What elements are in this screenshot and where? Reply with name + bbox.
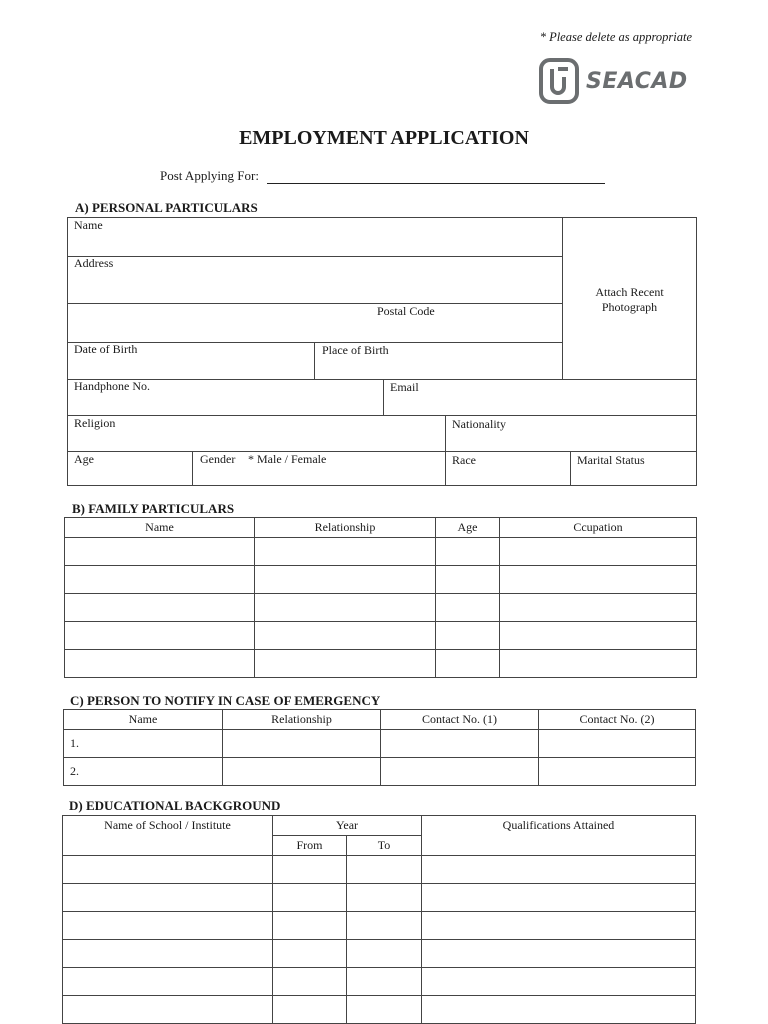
table-header-row bbox=[63, 816, 696, 836]
table-cell[interactable] bbox=[223, 758, 381, 786]
table-cell[interactable] bbox=[63, 912, 273, 940]
table-cell[interactable] bbox=[422, 940, 696, 968]
year-header: Year bbox=[273, 816, 422, 836]
table-cell[interactable] bbox=[255, 594, 436, 622]
family-particulars-table bbox=[64, 517, 697, 678]
table-header-row bbox=[64, 710, 696, 730]
table-row bbox=[63, 940, 696, 968]
section-a-heading: A) PERSONAL PARTICULARS bbox=[75, 200, 258, 215]
column-header: Ccupation bbox=[500, 518, 697, 538]
address-field[interactable] bbox=[67, 256, 563, 304]
table-row bbox=[63, 884, 696, 912]
religion-field[interactable] bbox=[67, 415, 446, 452]
column-header: Relationship bbox=[255, 518, 436, 538]
religion-label: Religion bbox=[74, 416, 116, 430]
photo-label-line2: Photograph bbox=[601, 300, 658, 314]
table-cell[interactable] bbox=[539, 730, 696, 758]
table-cell[interactable] bbox=[63, 884, 273, 912]
table-cell[interactable] bbox=[539, 758, 696, 786]
table-cell[interactable] bbox=[65, 566, 255, 594]
table-cell[interactable] bbox=[347, 856, 422, 884]
table-cell[interactable] bbox=[422, 884, 696, 912]
table-row bbox=[65, 566, 697, 594]
table-cell[interactable] bbox=[500, 538, 697, 566]
table-row bbox=[63, 996, 696, 1024]
table-cell[interactable] bbox=[436, 650, 500, 678]
table-row bbox=[64, 730, 696, 758]
section-d-heading: D) EDUCATIONAL BACKGROUND bbox=[69, 798, 281, 813]
gender-label: Gender bbox=[200, 452, 236, 466]
column-header: Age bbox=[436, 518, 500, 538]
row-number[interactable]: 1. bbox=[64, 730, 223, 758]
table-cell[interactable] bbox=[422, 996, 696, 1024]
table-cell[interactable] bbox=[500, 566, 697, 594]
table-row bbox=[65, 538, 697, 566]
postal-code-field[interactable] bbox=[67, 303, 563, 343]
nationality-label: Nationality bbox=[452, 417, 506, 431]
handphone-label: Handphone No. bbox=[74, 379, 150, 393]
table-cell[interactable] bbox=[223, 730, 381, 758]
school-header: Name of School / Institute bbox=[63, 816, 273, 856]
seacad-logo-icon bbox=[538, 57, 580, 105]
section-b-heading: B) FAMILY PARTICULARS bbox=[72, 501, 235, 516]
qualifications-header: Qualifications Attained bbox=[422, 816, 696, 856]
table-cell[interactable] bbox=[273, 996, 347, 1024]
email-field[interactable] bbox=[383, 379, 697, 416]
table-row bbox=[64, 758, 696, 786]
table-cell[interactable] bbox=[500, 650, 697, 678]
table-row bbox=[65, 594, 697, 622]
row-number[interactable]: 2. bbox=[64, 758, 223, 786]
table-cell[interactable] bbox=[347, 940, 422, 968]
table-row bbox=[65, 622, 697, 650]
table-cell[interactable] bbox=[347, 884, 422, 912]
table-cell[interactable] bbox=[381, 730, 539, 758]
table-cell[interactable] bbox=[273, 884, 347, 912]
photo-label-line1: Attach Recent bbox=[595, 285, 664, 299]
from-header: From bbox=[273, 836, 347, 856]
column-header: Name bbox=[64, 710, 223, 730]
table-cell[interactable] bbox=[347, 996, 422, 1024]
table-row bbox=[63, 968, 696, 996]
dob-label: Date of Birth bbox=[74, 342, 138, 356]
name-label: Name bbox=[74, 218, 103, 232]
table-cell[interactable] bbox=[65, 594, 255, 622]
table-cell[interactable] bbox=[65, 650, 255, 678]
table-cell[interactable] bbox=[347, 968, 422, 996]
seacad-logo bbox=[538, 56, 688, 106]
table-cell[interactable] bbox=[273, 940, 347, 968]
table-cell[interactable] bbox=[381, 758, 539, 786]
column-header: Relationship bbox=[223, 710, 381, 730]
table-row bbox=[63, 856, 696, 884]
table-cell[interactable] bbox=[422, 912, 696, 940]
table-cell[interactable] bbox=[63, 968, 273, 996]
table-cell[interactable] bbox=[273, 856, 347, 884]
table-cell[interactable] bbox=[500, 622, 697, 650]
table-cell[interactable] bbox=[65, 538, 255, 566]
marital-status-label: Marital Status bbox=[577, 453, 645, 467]
pob-label: Place of Birth bbox=[322, 343, 389, 357]
table-header-row bbox=[65, 518, 697, 538]
section-c-heading: C) PERSON TO NOTIFY IN CASE OF EMERGENCY bbox=[70, 693, 381, 708]
table-cell[interactable] bbox=[500, 594, 697, 622]
table-row bbox=[63, 912, 696, 940]
table-cell[interactable] bbox=[255, 538, 436, 566]
post-applying-field[interactable] bbox=[267, 167, 605, 184]
table-cell[interactable] bbox=[347, 912, 422, 940]
table-cell[interactable] bbox=[273, 912, 347, 940]
table-cell[interactable] bbox=[422, 856, 696, 884]
table-cell[interactable] bbox=[63, 856, 273, 884]
table-cell[interactable] bbox=[436, 538, 500, 566]
education-table bbox=[62, 815, 696, 1024]
seacad-logo-text: SEACAD bbox=[586, 68, 688, 94]
post-applying-label: Post Applying For: bbox=[160, 168, 259, 183]
column-header: Name bbox=[65, 518, 255, 538]
table-cell[interactable] bbox=[63, 940, 273, 968]
email-label: Email bbox=[390, 380, 419, 394]
table-cell[interactable] bbox=[436, 566, 500, 594]
address-label: Address bbox=[74, 256, 114, 270]
table-cell[interactable] bbox=[273, 968, 347, 996]
to-header: To bbox=[347, 836, 422, 856]
column-header: Contact No. (2) bbox=[539, 710, 696, 730]
gender-options[interactable]: * Male / Female bbox=[248, 452, 327, 466]
table-cell[interactable] bbox=[255, 622, 436, 650]
table-cell[interactable] bbox=[436, 594, 500, 622]
table-cell[interactable] bbox=[255, 566, 436, 594]
post-applying-row bbox=[160, 167, 605, 184]
race-label: Race bbox=[452, 453, 476, 467]
column-header: Contact No. (1) bbox=[381, 710, 539, 730]
table-cell[interactable] bbox=[436, 622, 500, 650]
page-title: EMPLOYMENT APPLICATION bbox=[239, 127, 529, 149]
name-field[interactable] bbox=[67, 217, 563, 257]
postal-code-label: Postal Code bbox=[377, 304, 435, 318]
table-row bbox=[65, 650, 697, 678]
emergency-contact-table bbox=[63, 709, 696, 786]
table-cell[interactable] bbox=[65, 622, 255, 650]
delete-note: * Please delete as appropriate bbox=[539, 30, 692, 44]
age-label: Age bbox=[74, 452, 94, 466]
table-cell[interactable] bbox=[255, 650, 436, 678]
table-cell[interactable] bbox=[422, 968, 696, 996]
table-cell[interactable] bbox=[63, 996, 273, 1024]
